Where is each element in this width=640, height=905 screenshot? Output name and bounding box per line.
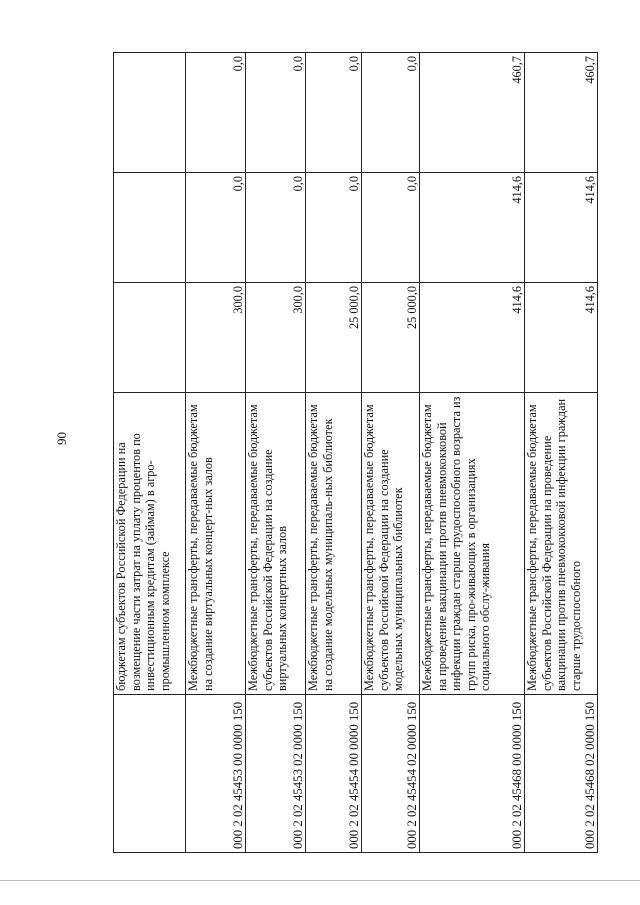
value-year-3: 460,7 xyxy=(420,53,525,173)
value-year-3: 0,0 xyxy=(362,53,420,173)
value-year-3: 0,0 xyxy=(306,53,362,173)
value-year-1: 300,0 xyxy=(186,283,246,393)
table-row xyxy=(306,53,362,853)
budget-table xyxy=(113,52,598,853)
value-year-1: 25 000,0 xyxy=(362,283,420,393)
budget-code: 000 2 02 45468 00 0000 150 xyxy=(420,695,525,853)
value-year-1: 300,0 xyxy=(246,283,306,393)
value-year-3: 460,7 xyxy=(525,53,598,173)
budget-code: 000 2 02 45454 00 0000 150 xyxy=(306,695,362,853)
table-row xyxy=(114,53,186,853)
value-year-2: 414,6 xyxy=(525,173,598,283)
page-bottom-rule xyxy=(0,880,640,881)
value-year-2: 414,6 xyxy=(420,173,525,283)
value-year-1 xyxy=(114,283,186,393)
value-year-2: 0,0 xyxy=(186,173,246,283)
budget-code: 000 2 02 45453 00 0000 150 xyxy=(186,695,246,853)
budget-item-name: Межбюджетные трансферты, передаваемые бюджетам субъектов Российской Федерации на проведение вакцинации против пневмококковой инфекции граждан старше трудоспособного xyxy=(525,393,598,695)
budget-code: 000 2 02 45453 02 0000 150 xyxy=(246,695,306,853)
budget-table-container xyxy=(113,53,597,853)
value-year-2: 0,0 xyxy=(362,173,420,283)
table-row xyxy=(186,53,246,853)
value-year-2: 0,0 xyxy=(246,173,306,283)
table-row xyxy=(362,53,420,853)
budget-code: 000 2 02 45454 02 0000 150 xyxy=(362,695,420,853)
budget-item-name: Межбюджетные трансферты, передаваемые бюджетам на создание модельных муниципаль-ных библиотек xyxy=(306,393,362,695)
budget-code xyxy=(114,695,186,853)
table-row xyxy=(420,53,525,853)
budget-item-name: Межбюджетные трансферты, передаваемые бюджетам субъектов Российской Федерации на создание модельных муниципальных библиотек xyxy=(362,393,420,695)
budget-item-name: Межбюджетные трансферты, передаваемые бюджетам на проведение вакцинации против пневмококковой инфекции граждан старше трудоспособного возраста из групп риска, про-живающих в организациях социального обслу-живания xyxy=(420,393,525,695)
budget-item-name: Межбюджетные трансферты, передаваемые бюджетам субъектов Российской Федерации на создание виртуальных концертных залов xyxy=(246,393,306,695)
budget-item-name: Межбюджетные трансферты, передаваемые бюджетам на создание виртуальных концерт-ных залов xyxy=(186,393,246,695)
budget-item-name: бюджетам субъектов Российской Федерации на возмещение части затрат на уплату процентов по инвестиционным кредитам (займам) в агро-промышленном комплексе xyxy=(114,393,186,695)
value-year-2: 0,0 xyxy=(306,173,362,283)
value-year-1: 414,6 xyxy=(420,283,525,393)
value-year-2 xyxy=(114,173,186,283)
value-year-3: 0,0 xyxy=(246,53,306,173)
table-row xyxy=(525,53,598,853)
table-row xyxy=(246,53,306,853)
value-year-1: 25 000,0 xyxy=(306,283,362,393)
budget-code: 000 2 02 45468 02 0000 150 xyxy=(525,695,598,853)
page-number: 90 xyxy=(54,432,69,445)
value-year-3: 0,0 xyxy=(186,53,246,173)
value-year-1: 414,6 xyxy=(525,283,598,393)
value-year-3 xyxy=(114,53,186,173)
